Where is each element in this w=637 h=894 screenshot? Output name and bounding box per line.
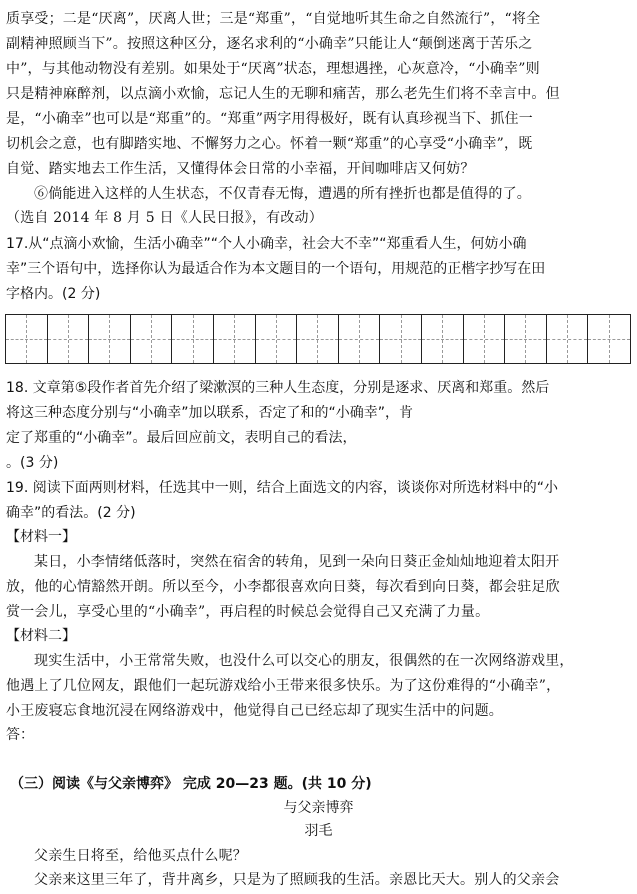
answer-label: 答： — [6, 727, 34, 743]
question-18-line: 。(3 分) — [6, 455, 59, 471]
passage-line: 是，“小确幸”也可以是“郑重”的。“郑重”两字用得极好，既有认真珍视当下、抓住一 — [6, 111, 533, 127]
question-18-line: 18. 文章第⑤段作者首先介绍了梁漱溟的三种人生态度，分别是逐求、厌离和郑重。然后 — [6, 380, 550, 396]
grid-cell[interactable] — [48, 315, 90, 363]
story-line: 父亲来这里三年了，背井离乡，只是为了照顾我的生活。亲恩比天大。别人的父亲会 — [34, 872, 560, 888]
question-17-line: 幸”三个语句中，选择你认为最适合作为本文题目的一个语句，用规范的正楷字抄写在田 — [6, 261, 546, 277]
question-18-line: 定了郑重的“小确幸”。最后回应前文，表明自己的看法， — [6, 430, 357, 446]
grid-cell[interactable] — [256, 315, 298, 363]
story-title: 与父亲博弈 — [283, 800, 354, 816]
grid-cell[interactable] — [380, 315, 422, 363]
source-citation: （选自 2014 年 8 月 5 日《人民日报》，有改动） — [6, 210, 323, 226]
material-2-line: 他遇上了几位网友，跟他们一起玩游戏给小王带来很多快乐。为了这份难得的“小确幸”， — [6, 678, 561, 694]
question-17-line: 字格内。(2 分) — [6, 286, 101, 302]
grid-cell[interactable] — [547, 315, 589, 363]
material-2-line: 现实生活中，小王常常失败，也没什么可以交心的朋友，很偶然的在一次网络游戏里， — [34, 653, 574, 669]
question-17-line: 17.从“点滴小欢愉，生活小确幸”“个人小确幸，社会大不幸”“郑重看人生，何妨小确 — [6, 236, 527, 252]
paragraph-6: ⑥倘能进入这样的人生状态，不仅青春无悔，遭遇的所有挫折也都是值得的了。 — [34, 186, 531, 202]
grid-cell[interactable] — [297, 315, 339, 363]
material-1-title: 【材料一】 — [6, 529, 76, 545]
passage-line: 中”，与其他动物没有差别。如果处于“厌离”状态，理想遇挫，心灰意冷，“小确幸”则 — [6, 61, 540, 77]
grid-cell[interactable] — [339, 315, 381, 363]
grid-cell[interactable] — [422, 315, 464, 363]
passage-line: 只是精神麻醉剂，以点滴小欢愉，忘记人生的无聊和痛苦，那么老先生们将不幸言中。但 — [6, 86, 560, 102]
question-19-line: 确幸”的看法。(2 分) — [6, 505, 136, 521]
passage-line: 副精神照顾当下”。按照这种区分，逐名求利的“小确幸”只能让人“颠倒迷离于苦乐之 — [6, 36, 533, 52]
material-1-line: 赏一会儿，享受心里的“小确幸”，再启程的时候总会觉得自己又充满了力量。 — [6, 604, 490, 620]
grid-cell[interactable] — [214, 315, 256, 363]
passage-line: 切机会之意，也有脚踏实地、不懈努力之心。怀着一颗“郑重”的心享受“小确幸”，既 — [6, 136, 533, 152]
grid-cell[interactable] — [6, 315, 48, 363]
grid-cell[interactable] — [131, 315, 173, 363]
grid-cell[interactable] — [89, 315, 131, 363]
passage-line: 自觉、踏实地去工作生活，又懂得体会日常的小幸福，开间咖啡店又何妨？ — [6, 161, 475, 177]
passage-line: 质享受；二是“厌离”，厌离人世；三是“郑重”，“自觉地听其生命之自然流行”，“将全 — [6, 11, 541, 27]
story-line: 父亲生日将至，给他买点什么呢？ — [34, 848, 247, 864]
grid-cell[interactable] — [505, 315, 547, 363]
story-author: 羽毛 — [304, 823, 333, 839]
tianzige-writing-grid[interactable] — [5, 314, 631, 364]
question-18-line: 将这三种态度分别与“小确幸”加以联系，否定了和的“小确幸”，肯 — [6, 405, 414, 421]
section-3-heading: （三）阅读《与父亲博弈》 完成 20—23 题。(共 10 分) — [10, 776, 372, 792]
material-2-line: 小王废寝忘食地沉浸在网络游戏中，他觉得自己已经忘却了现实生活中的问题。 — [6, 703, 503, 719]
grid-cell[interactable] — [464, 315, 506, 363]
question-19-line: 19. 阅读下面两则材料，任选其中一则，结合上面选文的内容，谈谈你对所选材料中的“小 — [6, 480, 558, 496]
material-1-line: 放，他的心情豁然开朗。所以至今，小李都很喜欢向日葵，每次看到向日葵，都会驻足欣 — [6, 579, 560, 595]
grid-cell[interactable] — [588, 315, 630, 363]
material-2-title: 【材料二】 — [6, 628, 76, 644]
material-1-line: 某日，小李情绪低落时，突然在宿舍的转角，见到一朵向日葵正金灿灿地迎着太阳开 — [34, 554, 560, 570]
grid-cell[interactable] — [172, 315, 214, 363]
